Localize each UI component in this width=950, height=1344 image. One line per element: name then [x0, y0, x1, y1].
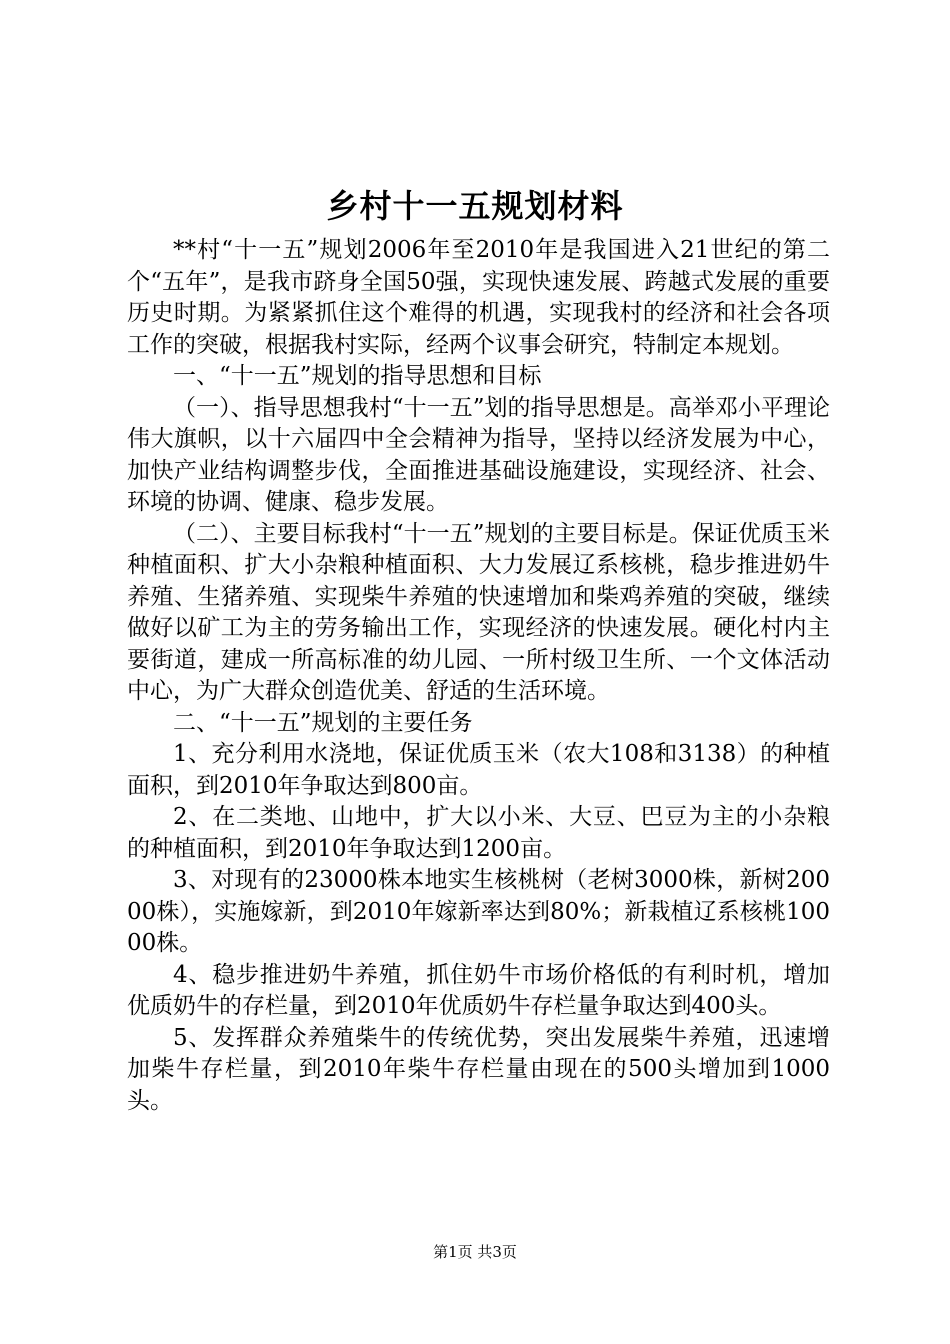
section-heading-1: 一、“十一五”规划的指导思想和目标: [173, 363, 542, 389]
paragraph-guiding-thought: （一）、指导思想我村“十一五”划的指导思想是。高举邓小平理论伟大旗帜，以十六届四中全会精神为指导，坚持以经济发展为中心，加快产业结构调整步伐，全面推进基础设施建设，实现经济、社会、环境的协调、健康、稳步发展。: [127, 394, 830, 515]
task-item-5: 5、发挥群众养殖柴牛的传统优势，突出发展柴牛养殖，迅速增加柴牛存栏量，到2010年柴牛存栏量由现在的500头增加到1000头。: [127, 1024, 830, 1114]
task-item-3: 3、对现有的23000株本地实生核桃树（老树3000株，新树20000株），实施嫁新，到2010年嫁新率达到80%；新栽植辽系核桃10000株。: [127, 867, 830, 956]
document-title: 乡村十一五规划材料: [326, 187, 624, 225]
page-footer: 第1页 共3页: [433, 1243, 517, 1261]
paragraph-main-goals: （二）、主要目标我村“十一五”规划的主要目标是。保证优质玉米种植面积、扩大小杂粮种植面积、大力发展辽系核桃，稳步推进奶牛养殖、生猪养殖、实现柴牛养殖的快速增加和柴鸡养殖的突破，继续做好以矿工为主的劳务输出工作，实现经济的快速发展。硬化村内主要街道，建成一所高标准的幼儿园、一所村级卫生所、一个文体活动中心，为广大群众创造优美、舒适的生活环境。: [127, 520, 830, 704]
paragraph-intro: **村“十一五”规划2006年至2010年是我国进入21世纪的第二个“五年”，是我市跻身全国50强，实现快速发展、跨越式发展的重要历史时期。为紧紧抓住这个难得的机遇，实现我村的经济和社会各项工作的突破，根据我村实际，经两个议事会研究，特制定本规划。: [127, 237, 830, 358]
task-item-1: 1、充分利用水浇地，保证优质玉米（农大108和3138）的种植面积，到2010年争取达到800亩。: [127, 741, 830, 799]
task-item-2: 2、在二类地、山地中，扩大以小米、大豆、巴豆为主的小杂粮的种植面积，到2010年争取达到1200亩。: [127, 804, 830, 862]
task-item-4: 4、稳步推进奶牛养殖，抓住奶牛市场价格低的有利时机，增加优质奶牛的存栏量，到2010年优质奶牛存栏量争取达到400头。: [127, 961, 830, 1019]
document-body: [127, 235, 830, 1117]
section-heading-2: 二、“十一五”规划的主要任务: [173, 709, 473, 736]
